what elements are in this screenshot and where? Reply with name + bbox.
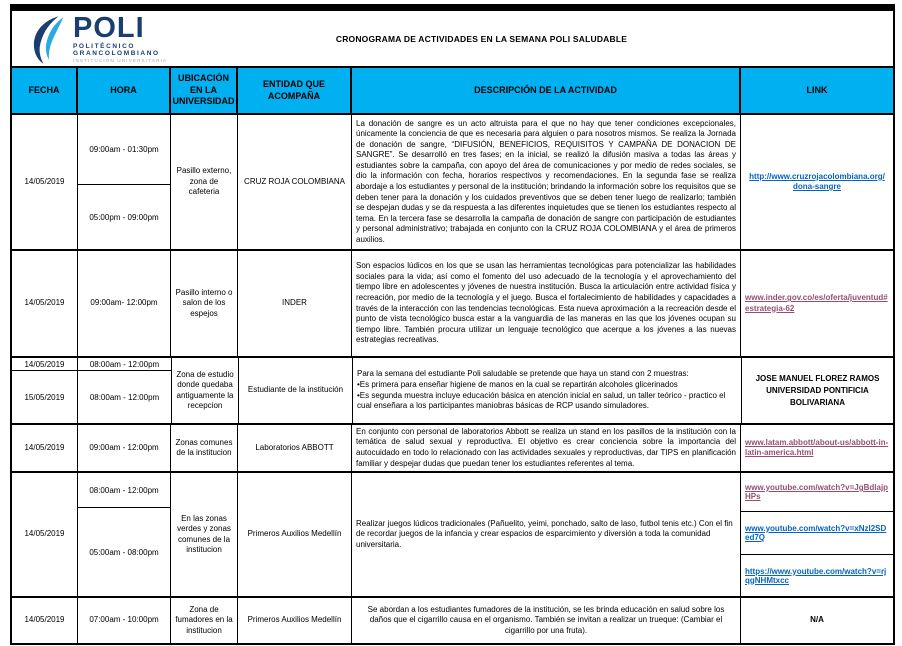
table-row: [12, 251, 893, 358]
contact-org: UNIVERSIDAD PONTIFICIA BOLIVARIANA: [766, 385, 869, 407]
brand-line3: INSTITUCIÓN UNIVERSITARIA: [73, 58, 168, 64]
entidad-cell: INDER: [238, 251, 352, 356]
contact-name: JOSE MANUEL FLOREZ RAMOS: [755, 373, 880, 383]
col-header-ubicacion: UBICACIÓN EN LA UNIVERSIDAD: [171, 68, 238, 113]
brand-line2: GRANCOLOMBIANO: [73, 50, 160, 58]
descripcion-text: Se abordan a los estudiantes fumadores de la institución, se les brinda educación en salud sobre los daños que el cigarrillo causa en el organismo. También se invitan a realizar un trueque: (Cambiar el cigarrillo por una fruta).: [367, 604, 725, 635]
fecha-hora-stack: [12, 358, 172, 423]
ubicacion-cell: Zona de estudio donde quedaba antiguamente la recepcion: [172, 358, 239, 423]
descripcion-text: En conjunto con personal de laboratorios Abbott se realiza un stand en los pasillos de la institución con la temática de salud sexual y reproductiva. El objetivo es crear conciencia sobre la importancia del autocuidado en todo lo relacionado con las actividades sexuales y reproductivas, dar TIPS en planificación familiar y despejar dudas que puedan tener los estudiantes referentes al tema.: [356, 426, 736, 468]
entidad-cell: Primeros Auxilios Medellín: [238, 473, 352, 596]
descripcion-cell: [353, 358, 742, 423]
title-wrap: [12, 11, 893, 66]
inder-link[interactable]: www.inder.gov.co/es/oferta/juventud#estrategia-62: [745, 293, 888, 313]
link-cell: [741, 512, 893, 555]
link-cell: [741, 473, 893, 512]
hora-cell: 09:00am- 12:00pm: [78, 251, 171, 356]
table-row: [12, 598, 893, 643]
descripcion-text: Son espacios lúdicos en los que se usan las herramientas tecnológicas para potencializar las habilidades sociales para la vida; así como el fomento del uso adecuado de la tecnología y el aprovechamiento del tiempo libre en adolescentes y jóvenes de nuestra institución. Busca la articulación entre actividad física y recreación, por medio de la tecnología y el juego. Busca el fortalecimiento de habilidades y capacidades a través de la interacción con las tendencias tecnológicas. Esta nueva aproximación a la recreación desde el punto de vista tecnológico busca estar a la vanguardia de las maneras en las que los jóvenes ocupan su tiempo libre. También procura utilizar un lenguaje tecnológico que acerque a los jóvenes a las nuevas estrategias recreativas.: [356, 261, 736, 345]
fecha-cell: 14/05/2019: [12, 251, 78, 356]
youtube-link-1[interactable]: www.youtube.com/watch?v=JgBdlajpHPs: [745, 483, 889, 501]
descripcion-cell: [352, 251, 741, 356]
hora-cell: 05:00pm - 09:00pm: [89, 212, 159, 222]
ubicacion-cell: Zona de fumadores en la institucion: [171, 598, 238, 643]
descripcion-cell: [352, 425, 741, 471]
ubicacion-cell: Zonas comunes de la institucion: [171, 425, 238, 471]
descripcion-text: La donación de sangre es un acto altruista para el que no hay que tener condiciones excepcionales, únicamente la conciencia de que es necesaria para alguien o para nosotros mismos. Se realiza la Jornada de donación de sangre, “DIFUSIÓN, BENEFICIOS, REQUISITOS Y CAMPAÑA DE DONACION DE SANGRE”. Se desarrolló en tres fases; en la inicial, se realizó la difusión masiva a todas las áreas y estudiantes sobre la campaña, con apoyo del área de comunicaciones y por medio de redes sociales, se dio la información con fecha, horarios respectivos y recomendaciones. En la segunda fase se realiza abordaje a los estudiantes y personal de la institución; brindando la información sobre los requisitos que se deben tener para la donación y los cuidados preventivos que se deben tener luego de realizarlo; también se despejan dudas y se da respuesta a las diferentes inquietudes que se tienen los estudiantes respecto al tema. En la tercera fase se desarrolla la campaña de donación de sangre con participación de estudiantes y personal administrativo; trabajada en conjunto con la CRUZ ROJA COLOMBIANA y el área de primeros auxilios.: [356, 118, 736, 244]
entidad-cell: Laboratorios ABBOTT: [238, 425, 352, 471]
entidad-cell: Primeros Auxilios Medellín: [238, 598, 352, 643]
fecha-cell: 14/05/2019: [12, 598, 78, 643]
contact-info: [745, 373, 890, 409]
descripcion-cell: [352, 598, 741, 643]
link-cell: [741, 555, 893, 596]
link-cell: [741, 598, 893, 643]
fecha-cell: 14/05/2019: [12, 115, 78, 249]
hora-cell: 08:00am - 12:00pm: [89, 392, 160, 402]
fecha-cell: 14/05/2019: [12, 425, 78, 471]
table-header-row: [12, 68, 893, 115]
table-row: [12, 358, 893, 425]
table-row: [12, 473, 893, 598]
entidad-cell: CRUZ ROJA COLOMBIANA: [238, 115, 352, 249]
hora-stack: [78, 473, 171, 596]
fecha-cell: 15/05/2019: [12, 371, 78, 423]
cronograma-table: [10, 4, 895, 645]
link-stack: [741, 473, 893, 596]
fecha-hora-subrow: [12, 371, 171, 423]
hora-cell: 08:00am - 12:00pm: [89, 359, 160, 369]
brand-name: POLI: [73, 12, 145, 44]
hora-stack: [78, 115, 171, 249]
cruz-roja-link[interactable]: http://www.cruzrojacolombiana.org/dona-sangre: [749, 171, 885, 191]
descripcion-text: [357, 369, 737, 412]
col-header-fecha: FECHA: [12, 68, 78, 113]
col-header-hora: HORA: [78, 68, 171, 113]
brand-line1: POLITÉCNICO: [73, 42, 136, 50]
hora-cell: 05:00am - 08:00pm: [89, 547, 159, 557]
descripcion-line: •Es segunda muestra incluye educación básica en atención inicial en salud, un taller teórico - practico el cual enseñara a los participantes maniobras básicas de RCP usando simuladores.: [357, 390, 726, 411]
table-row: [12, 115, 893, 251]
abbott-link[interactable]: www.latam.abbott/about-us/abbott-in-latin-america.html: [745, 437, 889, 457]
fecha-cell: 14/05/2019: [12, 473, 78, 596]
ubicacion-cell: Pasillo externo, zona de cafeteria: [171, 115, 238, 249]
link-cell: [741, 251, 893, 356]
link-cell: [741, 425, 893, 471]
link-cell: [742, 358, 893, 423]
descripcion-line: •Es primera para enseñar higiene de manos en la cual se repartirán alcoholes glicerinados: [357, 379, 678, 389]
hora-cell: 09:00am - 01:30pm: [78, 115, 170, 185]
fecha-cell: 14/05/2019: [12, 358, 78, 370]
youtube-link-2[interactable]: www.youtube.com/watch?v=xNzI2SDed7Q: [745, 524, 887, 542]
youtube-link-3[interactable]: https://www.youtube.com/watch?v=rjqgNHMtxcc: [745, 566, 887, 585]
entidad-cell: Estudiante de la institución: [239, 358, 353, 423]
ubicacion-cell: En las zonas verdes y zonas comunes de la institucion: [171, 473, 238, 596]
col-header-link: LINK: [806, 84, 828, 95]
col-header-entidad: ENTIDAD QUE ACOMPAÑA: [238, 68, 352, 113]
na-label: N/A: [810, 615, 824, 625]
descripcion-cell: [352, 115, 741, 249]
col-header-descripcion: DESCRIPCIÓN DE LA ACTIVIDAD: [352, 68, 741, 113]
descripcion-text: Realizar juegos lúdicos tradicionales (Pañuelito, yeimi, ponchado, salto de laso, futbol tenis etc.) Con el fin de recordar juegos de la infancia y crear espacios de esparcimiento y diversión a toda la comunidad universitaria.: [356, 518, 733, 549]
descripcion-cell: [352, 473, 741, 596]
table-row: [12, 425, 893, 473]
hora-cell: 08:00am - 12:00pm: [78, 473, 170, 508]
hora-cell: 09:00am - 12:00pm: [78, 425, 171, 471]
fecha-hora-subrow: [12, 358, 171, 371]
page-title: CRONOGRAMA DE ACTIVIDADES EN LA SEMANA POLI SALUDABLE: [335, 33, 628, 44]
link-cell: [741, 115, 893, 249]
hora-cell: 07:00am - 10:00pm: [78, 598, 171, 643]
ubicacion-cell: Pasillo interno o salon de los espejos: [171, 251, 238, 356]
document-header: [12, 11, 893, 68]
descripcion-line: Para la semana del estudiante Poli saludable se pretende que haya un stand con 2 muestras:: [357, 368, 689, 378]
